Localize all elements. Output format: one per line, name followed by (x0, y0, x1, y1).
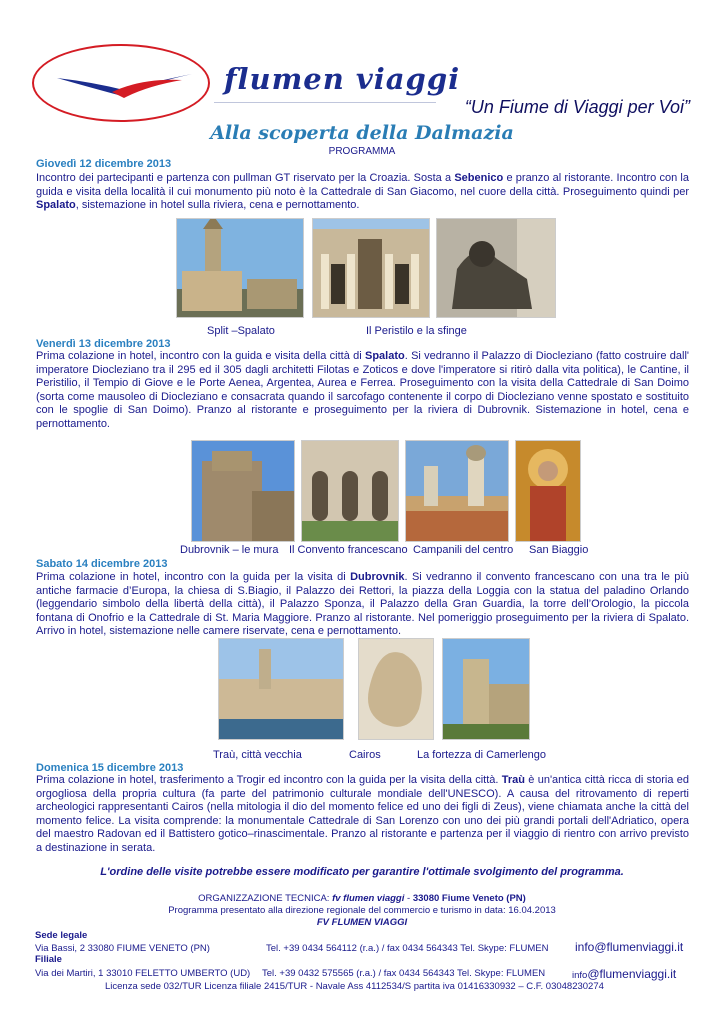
day-description: Prima colazione in hotel, trasferimento a Trogir ed incontro con la guida per la visita della città. Traù è un'antica città ricca di storia ed orgogliosa della propria cultura (fa parte del patrimonio culturale mondiale dell'UNESCO). A causa del ritrovamento di reperti archeologici rappresentanti Cairos (nella mitologia il dio del momento felice ed uno dei figli di Zeus), viene chiamata anche la città del momento felice. La visita comprende: la monumentale Cattedrale di San Lorenzo con uno dei più grandi portali dell'Adriatico, opera del maestro Radovan ed il Battistero gotico–rinascimentale. Pranzo al ristorante e partenza per il viaggio di rientro con arrivo previsto a destinazione in serata. (36, 774, 689, 854)
org-name: FV FLUMEN VIAGGI (316, 917, 408, 928)
caption-trau: Traù, città vecchia (213, 749, 302, 761)
brand-name: flumen viaggi (224, 62, 461, 96)
sede-label: Sede legale (35, 930, 88, 941)
day-description: Prima colazione in hotel, incontro con la guida per la visita di Dubrovnik. Si vedranno il convento francescano con una tra le più antiche farmacie d’Europa, la chiesa di S.Biagio, il Palazzo dei Rettori, la piazza della Loggia con la statua del paladino Orlando (leggendario simbolo della libertà della città), il Palazzo Sponza, il Palazzo della Gran Guardia, la torre dell’Orologio, la piccola fontana di Onofrio e la Cattedrale di St. Maria Maggiore. Pranzo al ristorante. Nel pomeriggio proseguimento per la riviera di Spalato. Arrivo in hotel, sistemazione nelle camere riservate, cena e pernottamento. (36, 571, 689, 637)
photo-camerlengo (442, 638, 530, 740)
photo-dubrovnik-mura (191, 440, 295, 542)
day-heading: Venerdì 13 dicembre 2013 (36, 338, 171, 350)
caption-campanili: Campanili del centro (413, 544, 514, 556)
sede-address: Via Bassi, 2 33080 FIUME VENETO (PN) (35, 943, 210, 954)
day-heading: Domenica 15 dicembre 2013 (36, 762, 184, 774)
caption-dubrovnik: Dubrovnik – le mura (180, 544, 279, 556)
photo-san-biaggio (515, 440, 581, 542)
caption-camerlengo: La fortezza di Camerlengo (417, 749, 547, 761)
photo-campanili (405, 440, 509, 542)
photo-convento (301, 440, 399, 542)
caption-split: Split –Spalato (207, 325, 275, 337)
photo-split (176, 218, 304, 318)
day-description: Prima colazione in hotel, incontro con la guida e visita della città di Spalato. Si vedranno il Palazzo di Diocleziano (fatto costruire dall' imperatore Diocleziano tra il 295 ed il 305 dagli architetti Filotas e Zoticos e dove l'imperatore si ritirò dalla vita politica), le Cantine, il Peristilio, il Tempio di Giove e le Porte Aenea, Argentea, Aurea e Ferrea. Proseguimento con la visita della Cattedrale di San Doimo (sorta come mausoleo di Diocleziano e consacrata quando il sarcofago contenente il corpo di Diocleziano venne spostato e sostituito con le spoglie di San Doimo). Pranzo al ristorante e proseguimento per la riviera di Dubrovnik. Sistemazione in hotel, cena e pernottamento. (36, 350, 689, 430)
photo-peristilo (312, 218, 430, 318)
sede-phone: Tel. +39 0434 564112 (r.a.) / fax 0434 564343 Tel. Skype: FLUMEN (266, 943, 549, 954)
photo-cairos (358, 638, 434, 740)
photo-trau (218, 638, 344, 740)
day-heading: Giovedì 12 dicembre 2013 (36, 158, 172, 170)
filiale-address: Via dei Martiri, 1 33010 FELETTO UMBERTO (UD) (35, 968, 251, 979)
day-heading: Sabato 14 dicembre 2013 (36, 558, 168, 570)
filiale-label: Filiale (35, 954, 62, 965)
schedule-note: L'ordine delle visite potrebbe essere modificato per garantire l'ottimale svolgimento del programma. (100, 866, 624, 878)
page-title: Alla scoperta della Dalmazia (210, 122, 514, 144)
caption-cairos: Cairos (349, 749, 381, 761)
day-description: Incontro dei partecipanti e partenza con pullman GT riservato per la Croazia. Sosta a Sebenico e pranzo al ristorante. Incontro con la guida e visita della località il cui monumento più noto è la Cattedrale di San Giacomo, nel cuore della città. Proseguimento quindi per Spalato, sistemazione in hotel sulla riviera, cena e pernottamento. (36, 172, 689, 211)
caption-peristilo: Il Peristilo e la sfinge (366, 325, 467, 337)
license-line: Licenza sede 032/TUR Licenza filiale 2415/TUR - Navale Ass 4112534/S partita iva 01416330932 – C.F. 03048230274 (105, 981, 604, 992)
sede-email-link[interactable]: info@flumenviaggi.it (575, 940, 684, 954)
filiale-email-link[interactable]: info@flumenviaggi.it (572, 967, 677, 981)
caption-convento: Il Convento francescano (289, 544, 408, 556)
program-label: PROGRAMMA (328, 146, 396, 157)
org-line: ORGANIZZAZIONE TECNICA: fv flumen viaggi - 33080 Fiume Veneto (PN) (198, 893, 526, 904)
caption-san-biaggio: San Biaggio (529, 544, 589, 556)
filiale-phone: Tel. +39 0432 575565 (r.a.) / fax 0434 564343 Tel. Skype: FLUMEN (262, 968, 546, 979)
photo-sfinge (436, 218, 556, 318)
slogan: “Un Fiume di Viaggi per Voi” (464, 97, 690, 117)
org-presentation: Programma presentato alla direzione regionale del commercio e turismo in data: 16.04.2013 (168, 905, 556, 916)
